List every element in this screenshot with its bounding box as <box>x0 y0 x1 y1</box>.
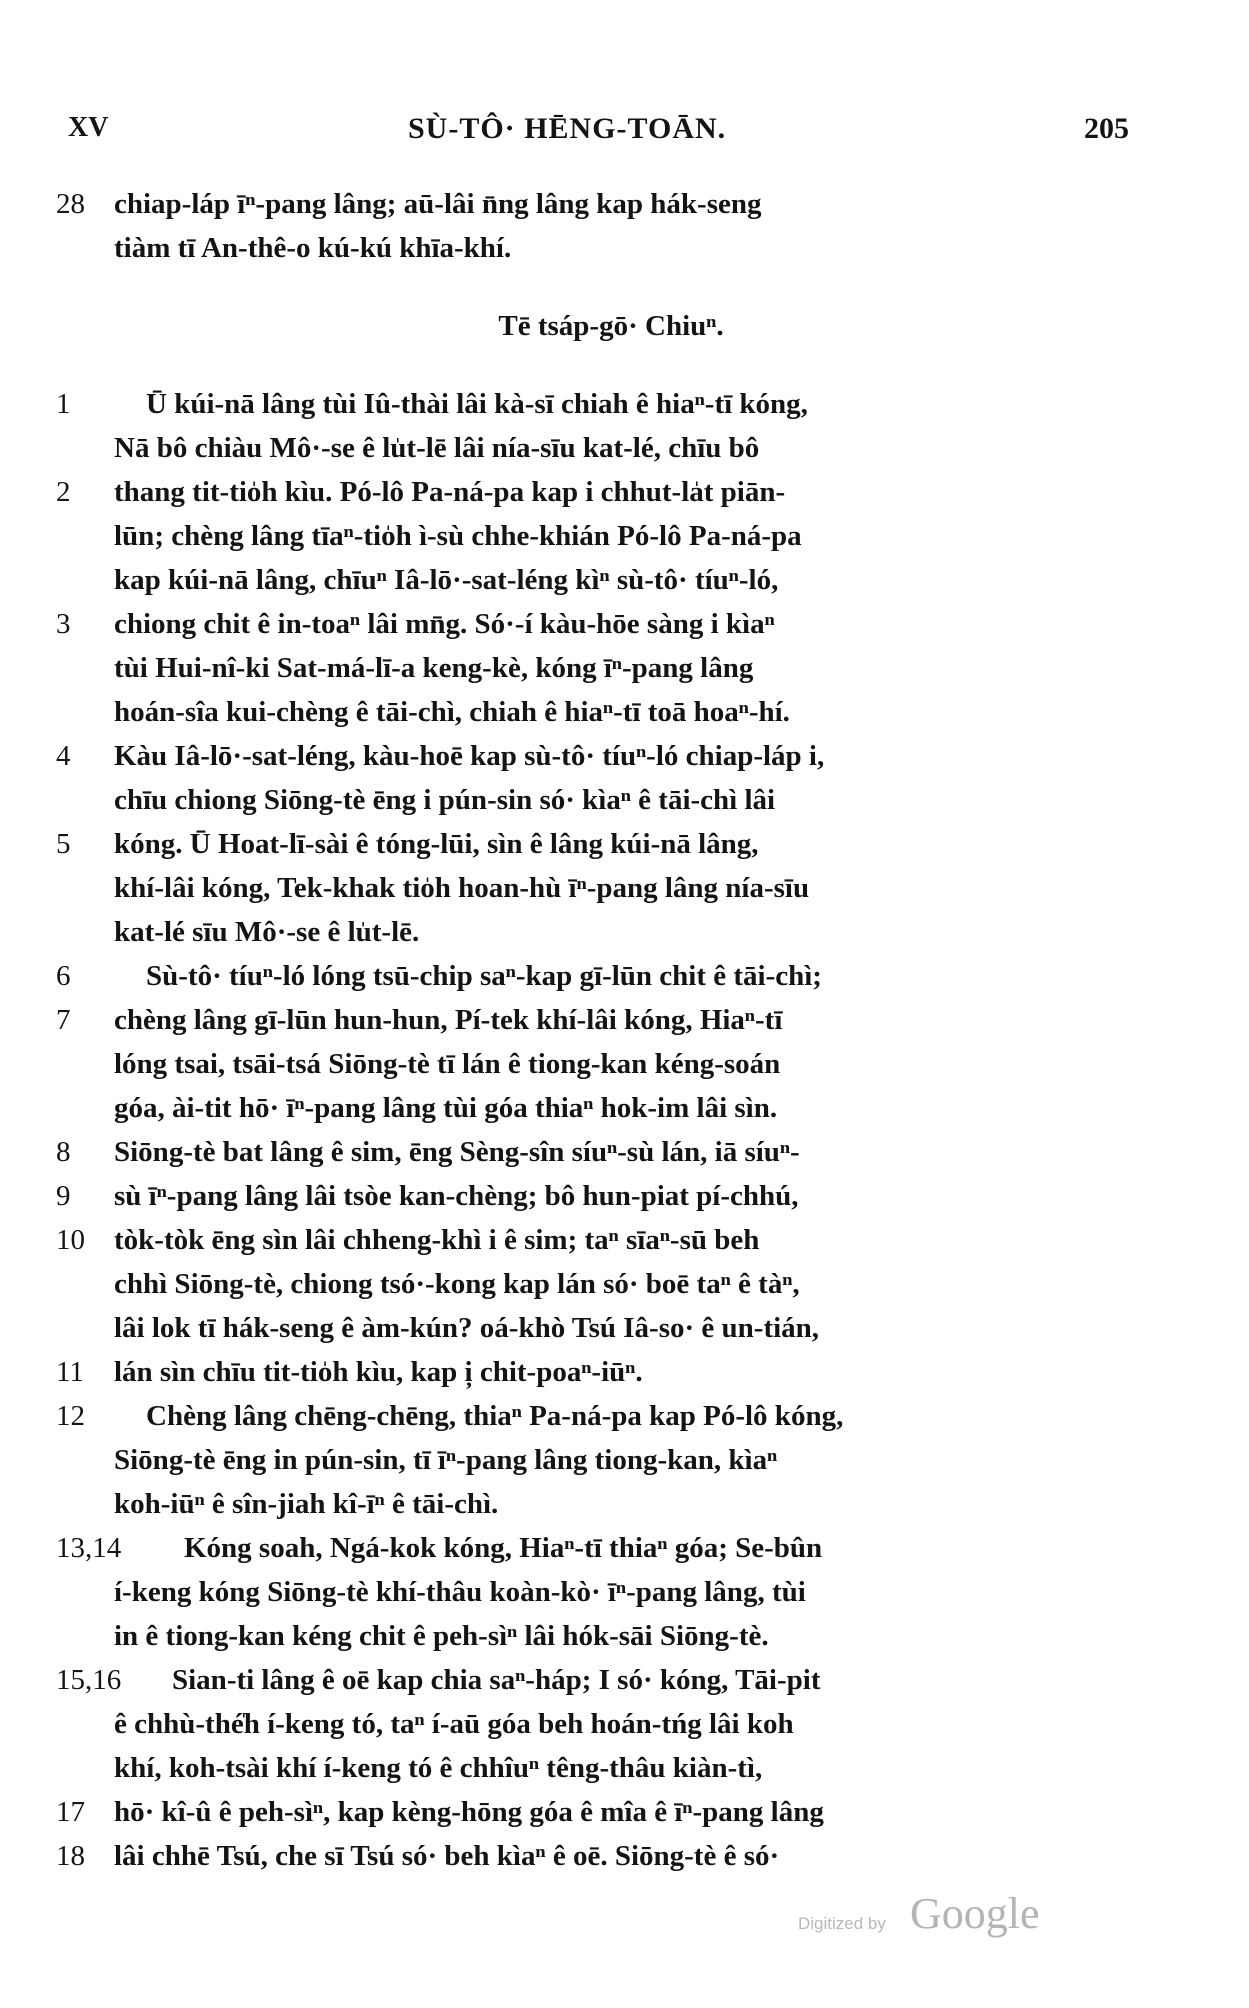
line-text: lūn; chèng lâng tīaⁿ-tio̍h ì-sù chhe-khián Pó-lô Pa-ná-pa <box>114 520 802 552</box>
text-line <box>56 1394 1126 1438</box>
line-text: Siōng-tè ēng in pún-sin, tī īⁿ-pang lâng tiong-kan, kìaⁿ <box>114 1444 778 1476</box>
text-line <box>56 690 1126 734</box>
line-text: Kóng soah, Ngá-kok kóng, Hiaⁿ-tī thiaⁿ góa; Se-bûn <box>184 1532 823 1564</box>
text-line <box>56 1526 1126 1570</box>
text-line <box>56 1658 1126 1702</box>
verse-number: 9 <box>56 1180 71 1212</box>
digitized-by-label: Digitized by <box>798 1914 886 1933</box>
line-text: Kàu Iâ-lō·-sat-léng, kàu-hoē kap sù-tô· tíuⁿ-ló chiap-láp i, <box>114 740 825 772</box>
text-line <box>56 1218 1126 1262</box>
line-text: in ê tiong-kan kéng chit ê peh-sìⁿ lâi hók-sāi Siōng-tè. <box>114 1620 769 1652</box>
line-text: Ū kúi-nā lâng tùi Iû-thài lâi kà-sī chiah ê hiaⁿ-tī kóng, <box>146 388 808 420</box>
line-text: hoán-sîa kui-chèng ê tāi-chì, chiah ê hiaⁿ-tī toā hoaⁿ-hí. <box>114 696 790 728</box>
text-line <box>56 182 1126 226</box>
verse-number: 3 <box>56 608 71 640</box>
text-line <box>56 998 1126 1042</box>
text-line <box>56 602 1126 646</box>
text-line <box>56 1438 1126 1482</box>
text-line <box>56 1790 1126 1834</box>
verse-number: 8 <box>56 1136 71 1168</box>
line-text: chiong chit ê in-toaⁿ lâi mn̄g. Só·-í kàu-hōe sàng i kìaⁿ <box>114 608 775 640</box>
verse-number: 12 <box>56 1400 85 1432</box>
text-line <box>56 1702 1126 1746</box>
line-text: góa, ài-tit hō· īⁿ-pang lâng tùi góa thiaⁿ hok-im lâi sìn. <box>114 1092 778 1124</box>
google-logo: Google <box>910 1889 1040 1938</box>
line-text: Chèng lâng chēng-chēng, thiaⁿ Pa-ná-pa kap Pó-lô kóng, <box>146 1400 844 1432</box>
line-text: Nā bô chiàu Mô·-se ê lu̍t-lē lâi nía-sīu kat-lé, chīu bô <box>114 432 760 464</box>
page-number: 205 <box>1084 112 1129 145</box>
line-text: thang tit-tio̍h kìu. Pó-lô Pa-ná-pa kap i chhut-la̍t piān- <box>114 476 786 508</box>
line-text: lâi chhē Tsú, che sī Tsú só· beh kìaⁿ ê oē. Siōng-tè ê só· <box>114 1840 780 1872</box>
line-text: chiap-láp īⁿ-pang lâng; aū-lâi n̄ng lâng kap hák-seng <box>114 188 762 220</box>
text-line <box>56 822 1126 866</box>
text-line <box>56 1262 1126 1306</box>
text-line <box>56 1306 1126 1350</box>
text-line <box>56 470 1126 514</box>
verse-number: 28 <box>56 188 85 220</box>
line-text: tùi Hui-nî-ki Sat-má-lī-a keng-kè, kóng īⁿ-pang lâng <box>114 652 754 684</box>
line-text: chèng lâng gī-lūn hun-hun, Pí-tek khí-lâi kóng, Hiaⁿ-tī <box>114 1004 783 1036</box>
verse-number: 10 <box>56 1224 85 1256</box>
text-line <box>56 1570 1126 1614</box>
line-text: chīu chiong Siōng-tè ēng i pún-sin só· kìaⁿ ê tāi-chì lâi <box>114 784 776 816</box>
text-line <box>56 558 1126 602</box>
line-text: kat-lé sīu Mô·-se ê lu̍t-lē. <box>114 916 420 948</box>
text-line <box>56 646 1126 690</box>
line-text: kap kúi-nā lâng, chīuⁿ Iâ-lō·-sat-léng kìⁿ sù-tô· tíuⁿ-ló, <box>114 564 779 596</box>
text-line <box>56 1834 1126 1878</box>
line-text: sù īⁿ-pang lâng lâi tsòe kan-chèng; bô hun-piat pí-chhú, <box>114 1180 799 1212</box>
verse-number: 1 <box>56 388 71 420</box>
running-title: SÙ-TÔ· HĒNG-TOĀN. <box>408 112 727 145</box>
text-line <box>56 1174 1126 1218</box>
text-line <box>56 1746 1126 1790</box>
verse-number: 5 <box>56 828 71 860</box>
chapter-numeral: XV <box>68 112 109 143</box>
verse-number: 7 <box>56 1004 71 1036</box>
verse-number: 11 <box>56 1356 84 1388</box>
line-text: Sù-tô· tíuⁿ-ló lóng tsū-chip saⁿ-kap gī-lūn chit ê tāi-chì; <box>146 960 822 992</box>
text-line <box>56 1482 1126 1526</box>
line-text: lóng tsai, tsāi-tsá Siōng-tè tī lán ê tiong-kan kéng-soán <box>114 1048 781 1080</box>
verse-number: 15,16 <box>56 1664 122 1696</box>
text-line <box>56 1614 1126 1658</box>
text-line <box>56 1086 1126 1130</box>
verse-number: 13,14 <box>56 1532 122 1564</box>
line-text: Siōng-tè bat lâng ê sim, ēng Sèng-sîn síuⁿ-sù lán, iā síuⁿ- <box>114 1136 800 1168</box>
text-line <box>56 778 1126 822</box>
text-line <box>56 1130 1126 1174</box>
line-text: chhì Siōng-tè, chiong tsó·-kong kap lán só· boē taⁿ ê tàⁿ, <box>114 1268 800 1300</box>
line-text: koh-iūⁿ ê sîn-jiah kî-īⁿ ê tāi-chì. <box>114 1488 499 1520</box>
line-text: khí-lâi kóng, Tek-khak tio̍h hoan-hù īⁿ-pang lâng nía-sīu <box>114 872 810 904</box>
text-line <box>56 954 1126 998</box>
page-body <box>56 182 1126 1878</box>
line-text: ê chhù-thé̍h í-keng tó, taⁿ í-aū góa beh hoán-tńg lâi koh <box>114 1708 794 1740</box>
line-text: í-keng kóng Siōng-tè khí-thâu koàn-kò· īⁿ-pang lâng, tùi <box>114 1576 806 1608</box>
verse-number: 6 <box>56 960 71 992</box>
line-text: lâi lok tī hák-seng ê àm-kún? oá-khò Tsú Iâ-so· ê un-tián, <box>114 1312 820 1344</box>
text-line <box>56 734 1126 778</box>
verse-number: 17 <box>56 1796 85 1828</box>
text-line <box>56 910 1126 954</box>
text-line <box>56 382 1126 426</box>
line-text: khí, koh-tsài khí í-keng tó ê chhîuⁿ têng-thâu kiàn-tì, <box>114 1752 763 1784</box>
line-text: kóng. Ū Hoat-lī-sài ê tóng-lūi, sìn ê lâng kúi-nā lâng, <box>114 828 759 860</box>
line-text: lán sìn chīu tit-tio̍h kìu, kap i̦ chit-poaⁿ-iūⁿ. <box>114 1356 643 1388</box>
text-line <box>56 226 1126 270</box>
text-line <box>56 426 1126 470</box>
running-header <box>68 112 1129 152</box>
verse-number: 4 <box>56 740 71 772</box>
line-text: Sian-ti lâng ê oē kap chia saⁿ-háp; I só· kóng, Tāi-pit <box>172 1664 821 1696</box>
line-text: hō· kî-û ê peh-sìⁿ, kap kèng-hōng góa ê mîa ê īⁿ-pang lâng <box>114 1796 824 1828</box>
verse-number: 18 <box>56 1840 85 1872</box>
line-text: tòk-tòk ēng sìn lâi chheng-khì i ê sim; taⁿ sīaⁿ-sū beh <box>114 1224 760 1256</box>
chapter-heading: Tē tsáp-gō· Chiuⁿ. <box>498 310 724 342</box>
line-text: tiàm tī An-thê-o kú-kú khīa-khí. <box>114 232 512 264</box>
verse-number: 2 <box>56 476 71 508</box>
text-line <box>56 866 1126 910</box>
text-line <box>56 1042 1126 1086</box>
text-line <box>56 1350 1126 1394</box>
text-line <box>56 514 1126 558</box>
